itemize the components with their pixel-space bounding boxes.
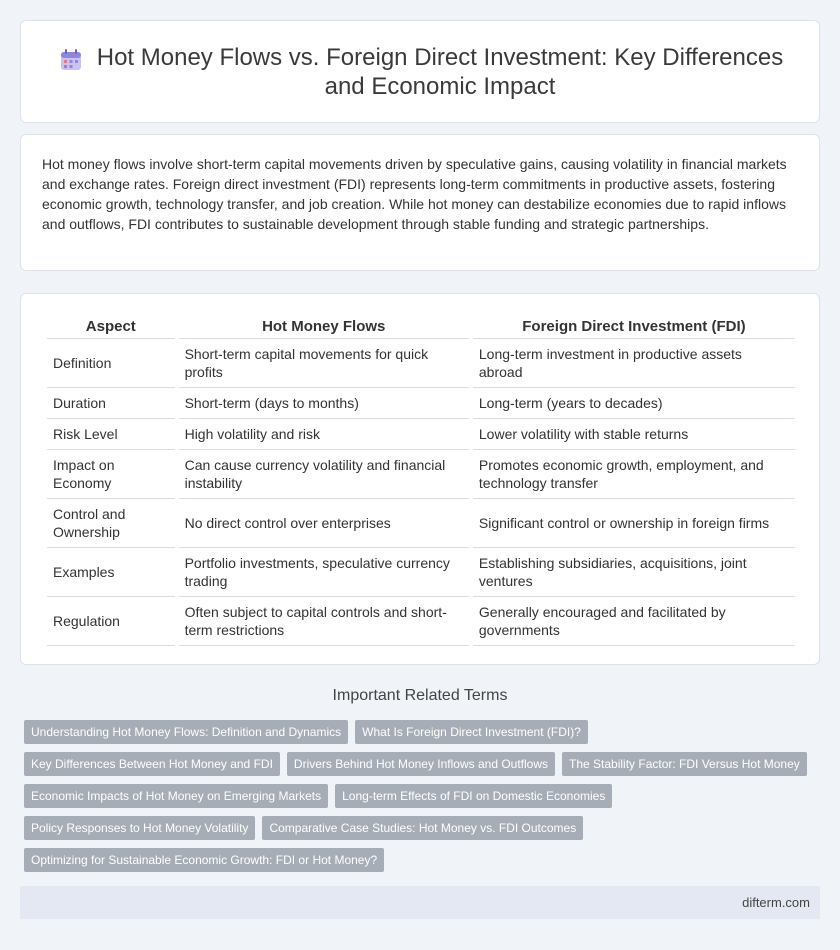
table-row xyxy=(47,499,795,548)
tag-row xyxy=(24,848,814,872)
column-header-fdi: Foreign Direct Investment (FDI) xyxy=(473,316,795,339)
comparison-table xyxy=(43,316,799,646)
aspect-cell: Definition xyxy=(47,339,175,388)
tag-row xyxy=(24,784,814,808)
table-row xyxy=(47,597,795,646)
fdi-cell: Long-term investment in productive assets abroad xyxy=(473,339,795,388)
footer-bar xyxy=(20,886,820,919)
related-term-link[interactable]: Comparative Case Studies: Hot Money vs. FDI Outcomes xyxy=(262,816,583,840)
fdi-cell: Establishing subsidiaries, acquisitions, joint ventures xyxy=(473,548,795,597)
related-term-link[interactable]: The Stability Factor: FDI Versus Hot Money xyxy=(562,752,807,776)
fdi-cell: Lower volatility with stable returns xyxy=(473,419,795,450)
related-term-link[interactable]: What Is Foreign Direct Investment (FDI)? xyxy=(355,720,588,744)
aspect-cell: Risk Level xyxy=(47,419,175,450)
hot-money-cell: Often subject to capital controls and short-term restrictions xyxy=(179,597,469,646)
aspect-cell: Regulation xyxy=(47,597,175,646)
fdi-cell: Promotes economic growth, employment, and technology transfer xyxy=(473,450,795,499)
table-row xyxy=(47,388,795,419)
tag-row xyxy=(24,720,814,744)
table-row xyxy=(47,450,795,499)
aspect-cell: Examples xyxy=(47,548,175,597)
related-term-link[interactable]: Optimizing for Sustainable Economic Growth: FDI or Hot Money? xyxy=(24,848,384,872)
column-header-hot-money: Hot Money Flows xyxy=(179,316,469,339)
fdi-cell: Long-term (years to decades) xyxy=(473,388,795,419)
aspect-cell: Duration xyxy=(47,388,175,419)
fdi-cell: Significant control or ownership in foreign firms xyxy=(473,499,795,548)
intro-card xyxy=(20,134,820,271)
comparison-table-card xyxy=(20,293,820,665)
hot-money-cell: Can cause currency volatility and financial instability xyxy=(179,450,469,499)
footer-site-link[interactable]: difterm.com xyxy=(742,895,810,910)
related-term-link[interactable]: Long-term Effects of FDI on Domestic Economies xyxy=(335,784,612,808)
table-row xyxy=(47,419,795,450)
tag-row xyxy=(24,752,814,776)
page-title: Hot Money Flows vs. Foreign Direct Investment: Key Differences and Economic Impact xyxy=(96,44,784,100)
hot-money-cell: Portfolio investments, speculative currency trading xyxy=(179,548,469,597)
related-terms-title: Important Related Terms xyxy=(332,687,508,704)
related-term-link[interactable]: Understanding Hot Money Flows: Definition and Dynamics xyxy=(24,720,348,744)
related-term-link[interactable]: Economic Impacts of Hot Money on Emerging Markets xyxy=(24,784,328,808)
table-row xyxy=(47,548,795,597)
related-term-link[interactable]: Key Differences Between Hot Money and FDI xyxy=(24,752,280,776)
column-header-aspect: Aspect xyxy=(47,316,175,339)
hot-money-cell: No direct control over enterprises xyxy=(179,499,469,548)
hot-money-cell: Short-term capital movements for quick profits xyxy=(179,339,469,388)
fdi-cell: Generally encouraged and facilitated by governments xyxy=(473,597,795,646)
related-term-link[interactable]: Policy Responses to Hot Money Volatility xyxy=(24,816,255,840)
aspect-cell: Control and Ownership xyxy=(47,499,175,548)
hot-money-cell: Short-term (days to months) xyxy=(179,388,469,419)
hot-money-cell: High volatility and risk xyxy=(179,419,469,450)
table-header-row xyxy=(47,316,795,339)
intro-paragraph: Hot money flows involve short-term capital movements driven by speculative gains, causing volatility in financial markets and exchange rates. Foreign direct investment (FDI) represents long-term commitments in productive assets, fostering economic growth, technology transfer, and job creation. While hot money can destabilize economies due to rapid inflows and outflows, FDI contributes to sustainable development through stable funding and strategic partnerships. xyxy=(42,156,787,232)
aspect-cell: Impact on Economy xyxy=(47,450,175,499)
tag-row xyxy=(24,816,814,840)
table-row xyxy=(47,339,795,388)
header-card xyxy=(20,20,820,123)
related-terms-tags xyxy=(24,720,814,880)
related-term-link[interactable]: Drivers Behind Hot Money Inflows and Outflows xyxy=(287,752,555,776)
